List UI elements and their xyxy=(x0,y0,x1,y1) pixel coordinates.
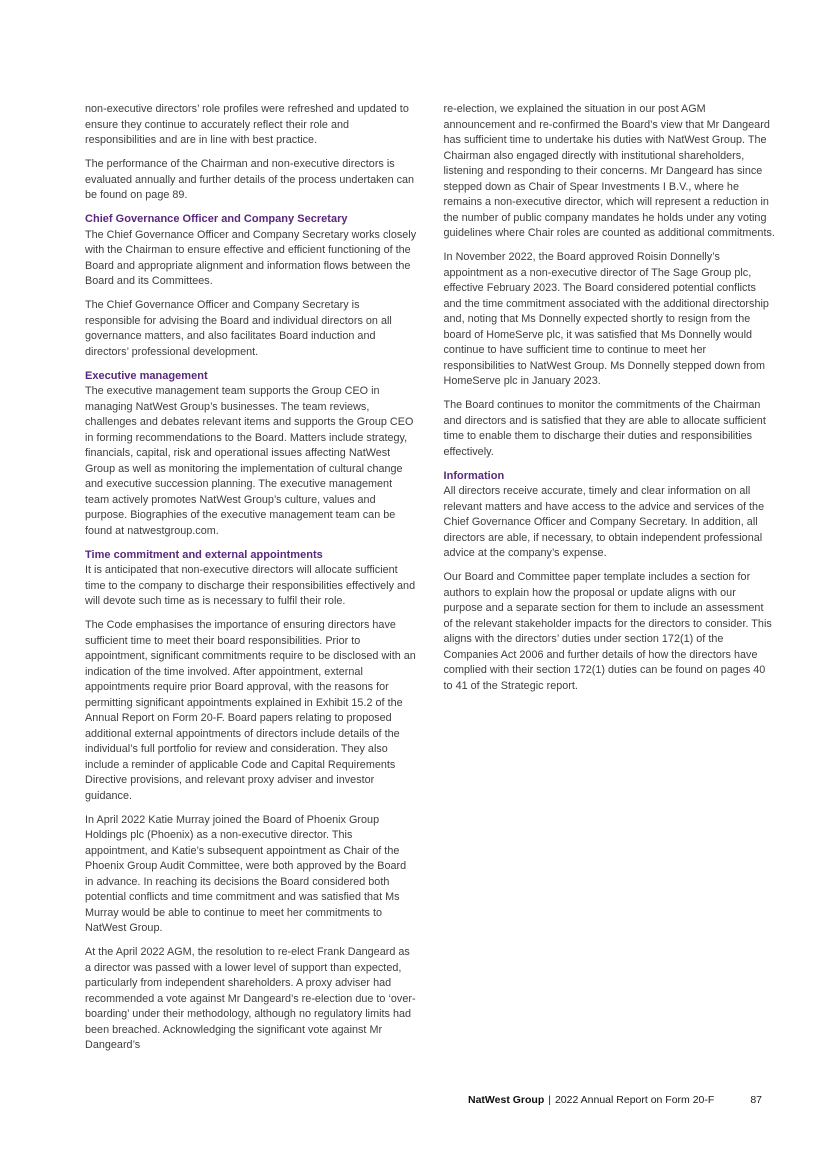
paragraph: In November 2022, the Board approved Roisin Donnelly’s appointment as a non-executive director of The Sage Group plc, effective February 2023. The Board considered potential conflicts and the time commitment associated with the additional directorship and, noting that Ms Donnelly expected shortly to resign from the board of HomeServe plc, it was satisfied that Ms Donnelly would continue to have sufficient time to continue to meet her responsibilities to NatWest Group. Ms Donnelly stepped down from HomeServe plc in January 2023. xyxy=(443,251,769,387)
paragraph: The Board continues to monitor the commitments of the Chairman and directors and is satisfied that they are able to allocate sufficient time to enable them to discharge their duties and responsibilities effectively. xyxy=(443,399,766,458)
paragraph: It is anticipated that non-executive directors will allocate sufficient time to the company to discharge their responsibilities effectively and will devote such time as is necessary to fulfil their role. xyxy=(85,564,416,607)
section-heading: Chief Governance Officer and Company Secretary xyxy=(85,213,348,225)
page-number: 87 xyxy=(750,1094,762,1106)
paragraph: In April 2022 Katie Murray joined the Board of Phoenix Group Holdings plc (Phoenix) as a non-executive director. This appointment, and Katie’s subsequent appointment as Chair of the Phoenix Group Audit Committee, were both approved by the Board in advance. In reaching its decisions the Board considered both potential conflicts and time commitment and was satisfied that Ms Murray would be able to continue to meet her commitments to NatWest Group. xyxy=(85,813,407,934)
paragraph: The executive management team supports the Group CEO in managing NatWest Group’s businesses. The team reviews, challenges and debates relevant items and supports the Group CEO in forming recommendations to the Board. Matters include strategy, financials, capital, risk and operational issues affecting NatWest Group as well as monitoring the implementation of cultural change and executive succession planning. The executive management team actively promotes NatWest Group’s culture, values and purpose. Biographies of the executive management team can be found at natwestgroup.com. xyxy=(85,385,414,537)
footer-separator: | xyxy=(548,1094,551,1106)
section-heading: Time commitment and external appointments xyxy=(85,548,323,561)
section-heading: Executive management xyxy=(85,369,208,382)
footer-report-title: 2022 Annual Report on Form 20-F xyxy=(554,1094,715,1106)
paragraph: non-executive directors’ role profiles were refreshed and updated to ensure they continue to accurately reflect their role and responsibilities and are in line with best practice. xyxy=(85,103,409,146)
section-heading: Information xyxy=(443,469,505,482)
paragraph: The Code emphasises the importance of ensuring directors have sufficient time to meet their board responsibilities. Prior to appointment, significant commitments require to be disclosed with an indication of the time involved. After appointment, external appointments require prior Board approval, with the reasons for permitting significant appointments explained in Exhibit 15.2 of the Annual Report on Form 20-F. Board papers relating to proposed additional external appointments of directors include details of the individual’s full portfolio for review and consideration. They also include a reminder of applicable Code and Capital Requirements Directive provisions, and relevant proxy adviser and investor guidance. xyxy=(85,619,416,802)
paragraph: re-election, we explained the situation in our post AGM announcement and re-confirmed the Board’s view that Mr Dangeard has sufficient time to undertake his duties with NatWest Group. The Chairman also engaged directly with institutional shareholders, listening and responding to their concerns. Mr Dangeard has since stepped down as Chair of Spear Investments I B.V., where he remains a non-executive director, which will represent a reduction in the number of public company mandates he holds under any voting guidelines where Chair roles are counted as additional commitments. xyxy=(443,103,775,239)
page-footer xyxy=(85,1093,775,1107)
paragraph: At the April 2022 AGM, the resolution to re-elect Frank Dangeard as a director was passed with a lower level of support than expected, particularly from independent shareholders. A proxy adviser had recommended a vote against Mr Dangeard’s re-election due to ‘over-boarding’ under their methodology, although no regulatory limits had been breached. Acknowledging the significant vote against Mr Dangeard’s xyxy=(85,946,416,1051)
paragraph: The Chief Governance Officer and Company Secretary is responsible for advising the Board and individual directors on all governance matters, and also facilitates Board induction and directors’ professional development. xyxy=(85,299,392,358)
paragraph: The performance of the Chairman and non-executive directors is evaluated annually and further details of the process undertaken can be found on page 89. xyxy=(85,158,415,201)
right-column xyxy=(444,102,776,1062)
page-body xyxy=(85,102,775,1062)
paragraph: All directors receive accurate, timely and clear information on all relevant matters and have access to the advice and services of the Chief Governance Officer and Company Secretary. In addition, all directors are able, if necessary, to obtain independent professional advice at the company’s expense. xyxy=(443,485,765,559)
left-column xyxy=(85,102,417,1062)
paragraph: The Chief Governance Officer and Company Secretary works closely with the Chairman to ensure effective and efficient functioning of the Board and appropriate alignment and information flows between the Board and its Committees. xyxy=(85,228,417,287)
footer-brand: NatWest Group xyxy=(468,1094,545,1106)
paragraph: Our Board and Committee paper template includes a section for authors to explain how the proposal or update aligns with our purpose and a separate section for them to include an assessment of the relevant stakeholder impacts for the directors to consider. This aligns with the directors’ duties under section 172(1) of the Companies Act 2006 and further details of how the directors have complied with their section 172(1) duties can be found on pages 40 to 41 of the Strategic report. xyxy=(443,571,772,692)
